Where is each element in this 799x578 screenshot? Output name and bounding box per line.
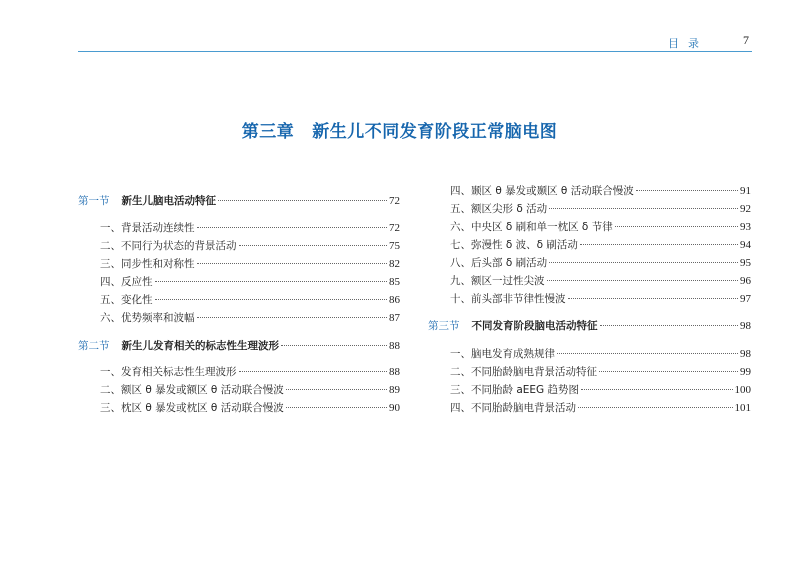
toc-entry[interactable] [78,364,400,380]
page-number: 90 [389,402,400,414]
running-header-section: 目录 [668,37,708,50]
dot-leader [549,208,738,209]
page-number: 94 [740,239,751,251]
toc-entry[interactable] [78,382,400,398]
toc-entry[interactable] [428,201,751,217]
toc-section[interactable] [78,338,400,354]
entry-title: 一、脑电发育成熟规律 [450,348,555,360]
dot-leader [581,389,732,390]
entry-title: 二、不同胎龄脑电背景活动特征 [450,366,597,378]
entry-title: 四、不同胎龄脑电背景活动 [450,402,576,414]
dot-leader [615,226,738,227]
page-number: 88 [389,340,400,352]
page-number: 87 [389,312,400,324]
dot-leader [197,227,388,228]
entry-title: 六、中央区 δ 刷和单一枕区 δ 节律 [450,221,613,233]
dot-leader [286,389,387,390]
toc-section[interactable] [78,193,400,209]
page-number: 89 [389,384,400,396]
section-title: 新生儿脑电活动特征 [121,195,216,207]
dot-leader [557,353,738,354]
page-number: 98 [740,320,751,332]
page-number: 95 [740,257,751,269]
page-number: 99 [740,366,751,378]
toc-entry[interactable] [428,183,751,199]
entry-title: 六、优势频率和波幅 [100,312,195,324]
toc-entry[interactable] [428,400,751,416]
section-title: 新生儿发育相关的标志性生理波形 [121,340,279,352]
dot-leader [286,407,387,408]
dot-leader [547,280,739,281]
entry-title: 三、同步性和对称性 [100,258,195,270]
dot-leader [578,407,733,408]
entry-title: 九、额区一过性尖波 [450,275,545,287]
toc-entry[interactable] [78,274,400,290]
entry-title: 二、额区 θ 暴发或额区 θ 活动联合慢波 [100,384,284,396]
dot-leader [599,371,738,372]
entry-title: 十、前头部非节律性慢波 [450,293,566,305]
dot-leader [239,245,388,246]
chapter-name: 新生儿不同发育阶段正常脑电图 [312,122,558,142]
dot-leader [568,298,739,299]
page-number: 93 [740,221,751,233]
entry-title: 一、背景活动连续性 [100,222,195,234]
page-number: 101 [734,402,751,414]
entry-title: 四、反应性 [100,276,153,288]
dot-leader [549,262,738,263]
toc-entry[interactable] [78,310,400,326]
section-number: 第三节 [428,320,460,332]
entry-title: 七、弥漫性 δ 波、δ 刷活动 [450,239,578,251]
page-number: 100 [734,384,751,396]
dot-leader [155,281,388,282]
toc-entry[interactable] [78,400,400,416]
chapter-title [0,117,799,142]
toc-entry[interactable] [428,291,751,307]
page-number: 91 [740,185,751,197]
toc-entry[interactable] [78,256,400,272]
header-rule [78,51,752,52]
dot-leader [197,263,388,264]
page-number: 82 [389,258,400,270]
toc-entry[interactable] [78,220,400,236]
entry-title: 一、发育相关标志性生理波形 [100,366,237,378]
toc-entry[interactable] [428,346,751,362]
dot-leader [218,200,387,201]
page-number: 96 [740,275,751,287]
toc-entry[interactable] [78,238,400,254]
page-number: 98 [740,348,751,360]
dot-leader [197,317,388,318]
entry-title: 五、额区尖形 δ 活动 [450,203,548,215]
running-header-page-number: 7 [743,33,749,47]
page-number: 85 [389,276,400,288]
page-number: 86 [389,294,400,306]
dot-leader [580,244,738,245]
entry-title: 三、枕区 θ 暴发或枕区 θ 活动联合慢波 [100,402,284,414]
dot-leader [155,299,388,300]
dot-leader [636,190,738,191]
toc-entry[interactable] [78,292,400,308]
toc-entry[interactable] [428,219,751,235]
page-number: 75 [389,240,400,252]
toc-entry[interactable] [428,273,751,289]
toc-entry[interactable] [428,364,751,380]
entry-title: 三、不同胎龄 aEEG 趋势图 [450,384,580,396]
page-number: 92 [740,203,751,215]
chapter-number: 第三章 [241,122,295,142]
dot-leader [281,345,387,346]
dot-leader [239,371,388,372]
page-number: 72 [389,195,400,207]
toc-entry[interactable] [428,237,751,253]
page-number: 72 [389,222,400,234]
toc-entry[interactable] [428,382,751,398]
entry-title: 五、变化性 [100,294,153,306]
entry-title: 八、后头部 δ 刷活动 [450,257,548,269]
section-title: 不同发育阶段脑电活动特征 [471,320,598,332]
dot-leader [600,325,739,326]
entry-title: 四、颞区 θ 暴发或颞区 θ 活动联合慢波 [450,185,634,197]
page-number: 97 [740,293,751,305]
toc-entry[interactable] [428,255,751,271]
section-number: 第一节 [78,195,110,207]
page-number: 88 [389,366,400,378]
section-number: 第二节 [78,340,110,352]
entry-title: 二、不同行为状态的背景活动 [100,240,237,252]
toc-section[interactable] [428,318,751,334]
